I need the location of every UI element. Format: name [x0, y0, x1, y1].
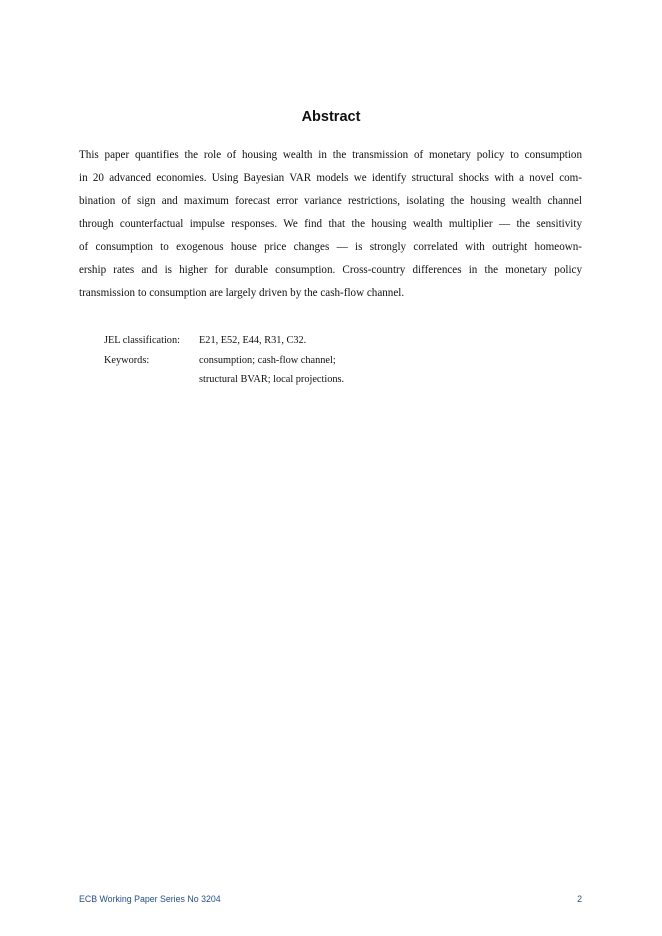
abstract-line: bination of sign and maximum forecast error variance restrictions, isolating the housing wealth channel — [79, 195, 582, 207]
jel-value: E21, E52, E44, R31, C32. — [199, 335, 307, 346]
series-label: ECB Working Paper Series No 3204 — [79, 894, 221, 904]
keywords-label: Keywords: — [104, 354, 150, 366]
abstract-line: through counterfactual impulse responses. We find that the housing wealth multiplier — the sensitivity — [79, 218, 582, 230]
keywords-value-line1: consumption; cash-flow channel; — [199, 354, 336, 366]
keywords-row-continued — [104, 370, 344, 390]
keywords-label-spacer — [104, 370, 199, 390]
abstract-line: of consumption to exogenous house price changes — is strongly correlated with outright homeown- — [79, 241, 582, 253]
abstract-line: ership rates and is higher for durable consumption. Cross-country differences in the monetary policy — [79, 264, 582, 276]
jel-label: JEL classification: — [104, 335, 180, 346]
abstract-body — [79, 144, 582, 305]
page-number: 2 — [577, 894, 582, 904]
abstract-line: in 20 advanced economies. Using Bayesian VAR models we identify structural shocks with a novel com- — [79, 172, 582, 184]
page-footer — [79, 894, 582, 904]
jel-row — [104, 331, 344, 351]
keywords-row — [104, 351, 344, 371]
classification-block — [104, 331, 344, 390]
keywords-value-line2: structural BVAR; local projections. — [199, 374, 345, 385]
abstract-title: Abstract — [301, 109, 361, 125]
abstract-line: This paper quantifies the role of housing wealth in the transmission of monetary policy to consumption — [79, 149, 582, 161]
abstract-line: transmission to consumption are largely driven by the cash-flow channel. — [79, 287, 405, 299]
